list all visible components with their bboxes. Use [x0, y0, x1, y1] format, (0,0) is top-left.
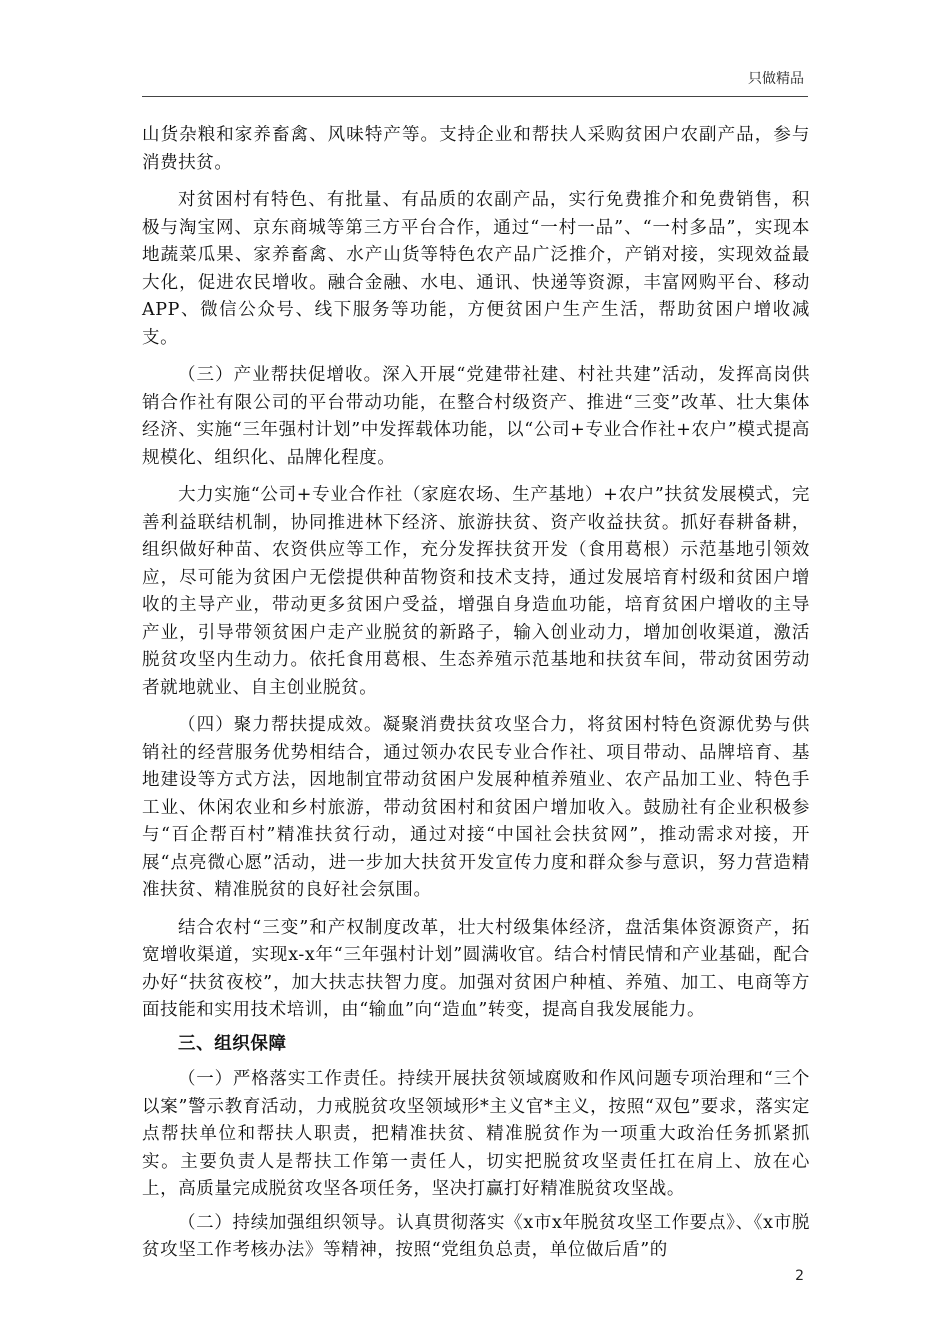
paragraph-collective-economy: 结合农村“三变”和产权制度改革，壮大村级集体经济，盘活集体资源资产，拓宽增收渠道，实现x-x年“三年强村计划”圆满收官。结合村情民情和产业基础，配合办好“扶贫夜校”，加大扶志扶智力度。加强对贫困户种植、养殖、加工、电商等方面技能和实用技术培训，由“输血”向“造血”转变，提高自我发展能力。	[142, 917, 810, 1020]
paragraph-promotion: 对贫困村有特色、有批量、有品质的农副产品，实行免费推介和免费销售，积极与淘宝网、京东商城等第三方平台合作，通过“一村一品”、“一村多品”，实现本地蔬菜瓜果、家养畜禽、水产山货等特色农产品广泛推介，产销对接，实现效益最大化，促进农民增收。融合金融、水电、通讯、快递等资源，丰富网购平台、移动APP、微信公众号、线下服务等功能，方便贫困户生产生活，帮助贫困户增收减支。	[142, 190, 810, 348]
document-body	[142, 122, 810, 1275]
paragraph-continued: 山货杂粮和家养畜禽、风味特产等。支持企业和帮扶人采购贫困户农副产品，参与消费扶贫。	[142, 125, 810, 173]
header-tagline: 只做精品	[748, 71, 804, 87]
paragraph-industry-support: （三）产业帮扶促增收。深入开展“党建带社建、村社共建”活动，发挥高岗供销合作社有限公司的平台带动功能，在整合村级资产、推进“三变”改革、壮大集体经济、实施“三年强村计划”中发挥载体功能，以“公司+专业合作社+农户”模式提高规模化、组织化、品牌化程度。	[142, 365, 810, 468]
header-divider	[142, 96, 808, 97]
paragraph-cooperative-model: 大力实施“公司+专业合作社（家庭农场、生产基地）+农户”扶贫发展模式，完善利益联结机制，协同推进林下经济、旅游扶贫、资产收益扶贫。抓好春耕备耕，组织做好种苗、农资供应等工作，充分发挥扶贫开发（食用葛根）示范基地引领效应，尽可能为贫困户无偿提供种苗物资和技术支持，通过发展培育村级和贫困户增收的主导产业，带动更多贫困户受益，增强自身造血功能，培育贫困户增收的主导产业，引导带领贫困户走产业脱贫的新路子，输入创业动力，增加创收渠道，激活脱贫攻坚内生动力。依托食用葛根、生态养殖示范基地和扶贫车间，带动贫困劳动者就地就业、自主创业脱贫。	[142, 485, 810, 698]
page-number: 2	[795, 1268, 804, 1284]
paragraph-effectiveness: （四）聚力帮扶提成效。凝聚消费扶贫攻坚合力，将贫困村特色资源优势与供销社的经营服务优势相结合，通过领办农民专业合作社、项目带动、品牌培育、基地建设等方式方法，因地制宜带动贫困户发展种植养殖业、农产品加工业、特色手工业、休闲农业和乡村旅游，带动贫困村和贫困户增加收入。鼓励社有企业积极参与“百企帮百村”精准扶贫行动，通过对接“中国社会扶贫网”，推动需求对接，开展“点亮微心愿”活动，进一步加大扶贫开发宣传力度和群众参与意识，努力营造精准扶贫、精准脱贫的良好社会氛围。	[142, 715, 810, 900]
paragraph-leadership: （二）持续加强组织领导。认真贯彻落实《x市x年脱贫攻坚工作要点》、《x市脱贫攻坚工作考核办法》等精神，按照“党组负总责，单位做后盾”的	[142, 1212, 810, 1260]
paragraph-responsibility: （一）严格落实工作责任。持续开展扶贫领域腐败和作风问题专项治理和“三个以案”警示教育活动，力戒脱贫攻坚领域形*主义官*主义，按照“双包”要求，落实定点帮扶单位和帮扶人职责，把精准扶贫、精准脱贫作为一项重大政治任务抓紧抓实。主要负责人是帮扶工作第一责任人，切实把脱贫攻坚责任扛在肩上、放在心上，高质量完成脱贫攻坚各项任务，坚决打赢打好精准脱贫攻坚战。	[142, 1069, 810, 1199]
section-heading: 三、组织保障	[178, 1033, 287, 1054]
